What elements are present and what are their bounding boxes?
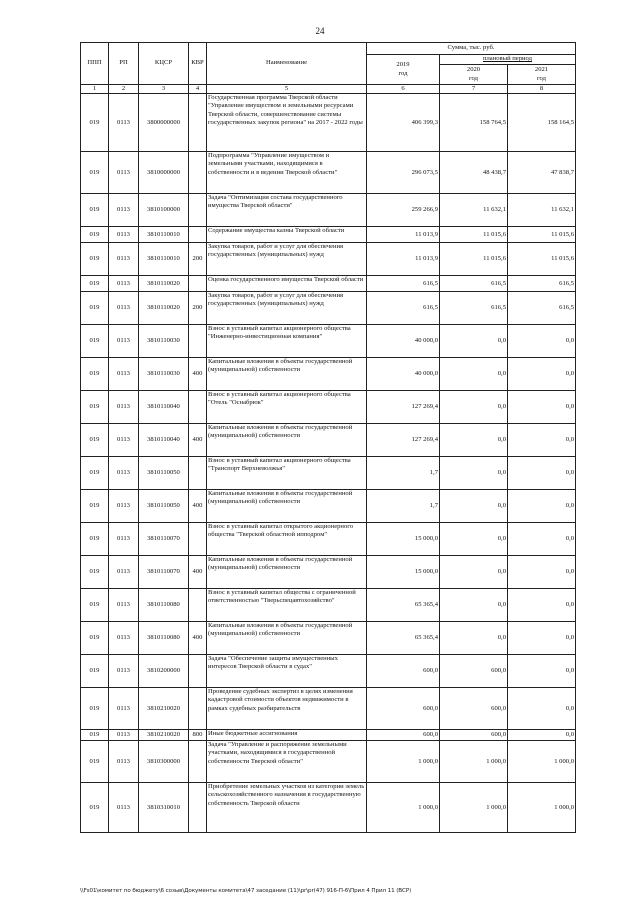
cell-name: Взнос в уставный капитал акционерного общества "Отель "Оснабрюк" <box>207 391 367 424</box>
col-2019-header <box>367 55 440 85</box>
page-number: 24 <box>315 26 325 36</box>
cell-kvr <box>189 276 207 292</box>
cell-2020: 0,0 <box>440 457 508 490</box>
cell-ppp: 019 <box>81 490 109 523</box>
cell-name: Взнос в уставный капитал акционерного общества "Транспорт Верхневолжья" <box>207 457 367 490</box>
table-row <box>81 556 576 589</box>
cell-2021: 0,0 <box>508 556 576 589</box>
col-2021-header <box>508 65 576 85</box>
cell-2020: 600,0 <box>440 730 508 741</box>
cell-name: Взнос в уставный капитал общества с ограниченной ответственностью "Тверьспецавтохозяйство" <box>207 589 367 622</box>
col-ppp-header: ППП <box>81 43 109 85</box>
cell-2019: 11 013,9 <box>367 243 440 276</box>
cell-kcsr: 3810110080 <box>139 622 189 655</box>
cell-kvr <box>189 741 207 783</box>
cell-kcsr: 3810300000 <box>139 741 189 783</box>
table-row <box>81 457 576 490</box>
cell-2020: 0,0 <box>440 424 508 457</box>
cell-name: Задача "Управление и распоряжение земельными участками, находящимися в государственной собственности Тверской области" <box>207 741 367 783</box>
cell-2020: 48 438,7 <box>440 152 508 194</box>
cell-2019: 127 269,4 <box>367 424 440 457</box>
cell-name: Капитальные вложения в объекты государственной (муниципальной) собственности <box>207 424 367 457</box>
column-index: 7 <box>440 85 508 94</box>
cell-2019: 600,0 <box>367 688 440 730</box>
cell-2020: 0,0 <box>440 358 508 391</box>
table-row <box>81 391 576 424</box>
cell-kcsr: 3810110010 <box>139 227 189 243</box>
cell-2020: 158 764,5 <box>440 94 508 152</box>
cell-ppp: 019 <box>81 325 109 358</box>
cell-ppp: 019 <box>81 457 109 490</box>
cell-kcsr: 3810110020 <box>139 292 189 325</box>
cell-2020: 0,0 <box>440 622 508 655</box>
cell-ppp: 019 <box>81 94 109 152</box>
cell-kcsr: 3810110050 <box>139 457 189 490</box>
year-2021-label: 2021 <box>534 66 549 74</box>
cell-rp: 0113 <box>109 490 139 523</box>
cell-kcsr: 3810110030 <box>139 325 189 358</box>
cell-2020: 1 000,0 <box>440 783 508 833</box>
cell-ppp: 019 <box>81 783 109 833</box>
cell-ppp: 019 <box>81 243 109 276</box>
cell-kvr: 400 <box>189 556 207 589</box>
cell-rp: 0113 <box>109 243 139 276</box>
cell-kvr <box>189 783 207 833</box>
year-word-label: год <box>537 74 547 82</box>
cell-2019: 127 269,4 <box>367 391 440 424</box>
cell-ppp: 019 <box>81 358 109 391</box>
cell-rp: 0113 <box>109 688 139 730</box>
cell-2021: 11 015,6 <box>508 243 576 276</box>
cell-ppp: 019 <box>81 424 109 457</box>
cell-kvr <box>189 457 207 490</box>
cell-rp: 0113 <box>109 391 139 424</box>
cell-kcsr: 3810110050 <box>139 490 189 523</box>
cell-2021: 0,0 <box>508 730 576 741</box>
cell-2020: 616,5 <box>440 276 508 292</box>
cell-rp: 0113 <box>109 424 139 457</box>
cell-rp: 0113 <box>109 730 139 741</box>
cell-kvr <box>189 194 207 227</box>
cell-kcsr: 3810110020 <box>139 276 189 292</box>
cell-2021: 0,0 <box>508 622 576 655</box>
cell-2020: 616,5 <box>440 292 508 325</box>
column-index: 4 <box>189 85 207 94</box>
cell-rp: 0113 <box>109 194 139 227</box>
cell-2021: 11 015,6 <box>508 227 576 243</box>
cell-2019: 616,5 <box>367 276 440 292</box>
cell-name: Государственная программа Тверской области "Управление имуществом и земельными ресурсами Тверской области, совершенствование системы государственных закупок региона" на 2017 - 2022 годы <box>207 94 367 152</box>
cell-kvr <box>189 325 207 358</box>
cell-2020: 1 000,0 <box>440 741 508 783</box>
cell-kcsr: 3810110030 <box>139 358 189 391</box>
table-header <box>81 43 576 85</box>
cell-kcsr: 3810110070 <box>139 556 189 589</box>
table-row <box>81 152 576 194</box>
cell-2019: 1 000,0 <box>367 741 440 783</box>
cell-2019: 65 365,4 <box>367 622 440 655</box>
col-kcsr-header: КЦСР <box>139 43 189 85</box>
cell-2019: 406 399,3 <box>367 94 440 152</box>
cell-2019: 11 013,9 <box>367 227 440 243</box>
cell-2021: 0,0 <box>508 589 576 622</box>
cell-2020: 0,0 <box>440 325 508 358</box>
planned-period-header: плановый период <box>440 55 576 65</box>
cell-name: Капитальные вложения в объекты государственной (муниципальной) собственности <box>207 622 367 655</box>
cell-2021: 0,0 <box>508 490 576 523</box>
cell-rp: 0113 <box>109 741 139 783</box>
cell-kvr <box>189 655 207 688</box>
cell-name: Капитальные вложения в объекты государственной (муниципальной) собственности <box>207 358 367 391</box>
cell-kvr: 400 <box>189 490 207 523</box>
table-row <box>81 490 576 523</box>
cell-2021: 0,0 <box>508 523 576 556</box>
cell-2019: 15 000,0 <box>367 523 440 556</box>
year-2020-label: 2020 <box>466 66 481 74</box>
cell-2021: 0,0 <box>508 688 576 730</box>
cell-2020: 11 015,6 <box>440 227 508 243</box>
cell-2021: 0,0 <box>508 424 576 457</box>
column-index: 8 <box>508 85 576 94</box>
table-row <box>81 783 576 833</box>
cell-name: Приобретение земельных участков из категории земель сельскохозяйственного назначения в государственную собственность Тверской области <box>207 783 367 833</box>
cell-2019: 1,7 <box>367 490 440 523</box>
cell-kcsr: 3810110080 <box>139 589 189 622</box>
cell-ppp: 019 <box>81 523 109 556</box>
table-row <box>81 655 576 688</box>
table-row <box>81 589 576 622</box>
cell-kcsr: 3810110010 <box>139 243 189 276</box>
table-row <box>81 227 576 243</box>
cell-name: Содержание имущества казны Тверской области <box>207 227 367 243</box>
cell-2020: 11 015,6 <box>440 243 508 276</box>
table-row <box>81 94 576 152</box>
cell-kcsr: 3800000000 <box>139 94 189 152</box>
col-rp-header: РП <box>109 43 139 85</box>
column-index: 2 <box>109 85 139 94</box>
cell-name: Взнос в уставный капитал открытого акционерного общества "Тверской областной ипподром" <box>207 523 367 556</box>
cell-rp: 0113 <box>109 152 139 194</box>
year-word-label: год <box>398 69 408 77</box>
cell-rp: 0113 <box>109 325 139 358</box>
cell-rp: 0113 <box>109 589 139 622</box>
cell-ppp: 019 <box>81 292 109 325</box>
cell-2019: 600,0 <box>367 655 440 688</box>
cell-kcsr: 3810210020 <box>139 730 189 741</box>
sum-header: Сумма, тыс. руб. <box>367 43 576 55</box>
cell-kcsr: 3810310010 <box>139 783 189 833</box>
budget-table <box>80 42 576 833</box>
cell-2020: 0,0 <box>440 490 508 523</box>
cell-kvr: 400 <box>189 424 207 457</box>
cell-kcsr: 3810110040 <box>139 391 189 424</box>
cell-ppp: 019 <box>81 688 109 730</box>
cell-2019: 296 073,5 <box>367 152 440 194</box>
cell-2020: 0,0 <box>440 589 508 622</box>
cell-2021: 0,0 <box>508 655 576 688</box>
year-2019-label: 2019 <box>396 61 410 69</box>
col-name-header: Наименование <box>207 43 367 85</box>
cell-ppp: 019 <box>81 741 109 783</box>
table-row <box>81 276 576 292</box>
cell-ppp: 019 <box>81 152 109 194</box>
cell-rp: 0113 <box>109 622 139 655</box>
cell-name: Закупка товаров, работ и услуг для обеспечения государственных (муниципальных) нужд <box>207 292 367 325</box>
cell-ppp: 019 <box>81 276 109 292</box>
cell-2021: 0,0 <box>508 325 576 358</box>
cell-2021: 47 838,7 <box>508 152 576 194</box>
cell-kcsr: 3810000000 <box>139 152 189 194</box>
cell-2019: 15 000,0 <box>367 556 440 589</box>
cell-2021: 1 000,0 <box>508 783 576 833</box>
cell-kvr <box>189 523 207 556</box>
cell-ppp: 019 <box>81 589 109 622</box>
column-index-row <box>81 85 576 94</box>
cell-kvr <box>189 152 207 194</box>
cell-kvr <box>189 688 207 730</box>
col-2020-header <box>440 65 508 85</box>
cell-kvr <box>189 94 207 152</box>
cell-2019: 616,5 <box>367 292 440 325</box>
table-row <box>81 358 576 391</box>
column-index: 3 <box>139 85 189 94</box>
cell-ppp: 019 <box>81 730 109 741</box>
cell-kvr: 400 <box>189 358 207 391</box>
table-body <box>81 85 576 833</box>
cell-ppp: 019 <box>81 655 109 688</box>
cell-2021: 0,0 <box>508 457 576 490</box>
cell-kcsr: 3810210020 <box>139 688 189 730</box>
cell-2021: 0,0 <box>508 358 576 391</box>
cell-2020: 11 632,1 <box>440 194 508 227</box>
cell-name: Подпрограмма "Управление имуществом и земельными участками, находящимися в собственности и в ведении Тверской области" <box>207 152 367 194</box>
cell-2019: 600,0 <box>367 730 440 741</box>
cell-kvr <box>189 391 207 424</box>
cell-2020: 600,0 <box>440 655 508 688</box>
cell-name: Капитальные вложения в объекты государственной (муниципальной) собственности <box>207 490 367 523</box>
cell-2020: 0,0 <box>440 391 508 424</box>
cell-2020: 0,0 <box>440 523 508 556</box>
cell-name: Оценка государственного имущества Тверской области <box>207 276 367 292</box>
cell-rp: 0113 <box>109 783 139 833</box>
cell-2019: 259 266,9 <box>367 194 440 227</box>
cell-2021: 0,0 <box>508 391 576 424</box>
cell-kvr <box>189 227 207 243</box>
footer-file-path: \\Fs01\комитет по бюджету\6 созыв\Документы комитета\47 заседание (11)\pr\pr(47) 916-П-6\Прил 4 Прил 11 (ВСР) <box>80 888 412 894</box>
column-index: 5 <box>207 85 367 94</box>
cell-kcsr: 3810100000 <box>139 194 189 227</box>
cell-rp: 0113 <box>109 292 139 325</box>
cell-rp: 0113 <box>109 556 139 589</box>
table-row <box>81 622 576 655</box>
table-row <box>81 243 576 276</box>
cell-ppp: 019 <box>81 622 109 655</box>
cell-kcsr: 3810110040 <box>139 424 189 457</box>
cell-2020: 0,0 <box>440 556 508 589</box>
cell-2021: 616,5 <box>508 276 576 292</box>
column-index: 6 <box>367 85 440 94</box>
table-row <box>81 730 576 741</box>
cell-ppp: 019 <box>81 556 109 589</box>
table-row <box>81 194 576 227</box>
cell-2021: 616,5 <box>508 292 576 325</box>
cell-name: Иные бюджетные ассигнования <box>207 730 367 741</box>
cell-ppp: 019 <box>81 391 109 424</box>
cell-2019: 1,7 <box>367 457 440 490</box>
cell-kvr: 800 <box>189 730 207 741</box>
cell-rp: 0113 <box>109 94 139 152</box>
cell-name: Взнос в уставный капитал акционерного общества "Инженерно-инвестиционная компания" <box>207 325 367 358</box>
cell-kvr: 200 <box>189 292 207 325</box>
cell-2019: 40 000,0 <box>367 358 440 391</box>
cell-ppp: 019 <box>81 227 109 243</box>
table-row <box>81 523 576 556</box>
cell-name: Проведение судебных экспертиз в целях изменения кадастровой стоимости объектов недвижимости в рамках судебных разбирательств <box>207 688 367 730</box>
cell-ppp: 019 <box>81 194 109 227</box>
cell-2019: 65 365,4 <box>367 589 440 622</box>
cell-name: Задача "Обеспечение защиты имущественных интересов Тверской области в судах" <box>207 655 367 688</box>
cell-kvr <box>189 589 207 622</box>
cell-2021: 158 164,5 <box>508 94 576 152</box>
cell-name: Закупка товаров, работ и услуг для обеспечения государственных (муниципальных) нужд <box>207 243 367 276</box>
year-word-label: год <box>468 74 478 82</box>
cell-2019: 40 000,0 <box>367 325 440 358</box>
cell-2019: 1 000,0 <box>367 783 440 833</box>
table-row <box>81 292 576 325</box>
cell-rp: 0113 <box>109 276 139 292</box>
cell-2021: 1 000,0 <box>508 741 576 783</box>
cell-kvr: 200 <box>189 243 207 276</box>
cell-rp: 0113 <box>109 358 139 391</box>
table-row <box>81 424 576 457</box>
cell-2021: 11 632,1 <box>508 194 576 227</box>
col-kvr-header: КВР <box>189 43 207 85</box>
cell-kcsr: 3810110070 <box>139 523 189 556</box>
cell-rp: 0113 <box>109 227 139 243</box>
cell-kvr: 400 <box>189 622 207 655</box>
cell-name: Капитальные вложения в объекты государственной (муниципальной) собственности <box>207 556 367 589</box>
cell-rp: 0113 <box>109 457 139 490</box>
cell-rp: 0113 <box>109 655 139 688</box>
cell-name: Задача "Оптимизация состава государственного имущества Тверской области" <box>207 194 367 227</box>
table-row <box>81 325 576 358</box>
cell-kcsr: 3810200000 <box>139 655 189 688</box>
table-row <box>81 741 576 783</box>
column-index: 1 <box>81 85 109 94</box>
table-row <box>81 688 576 730</box>
cell-2020: 600,0 <box>440 688 508 730</box>
cell-rp: 0113 <box>109 523 139 556</box>
